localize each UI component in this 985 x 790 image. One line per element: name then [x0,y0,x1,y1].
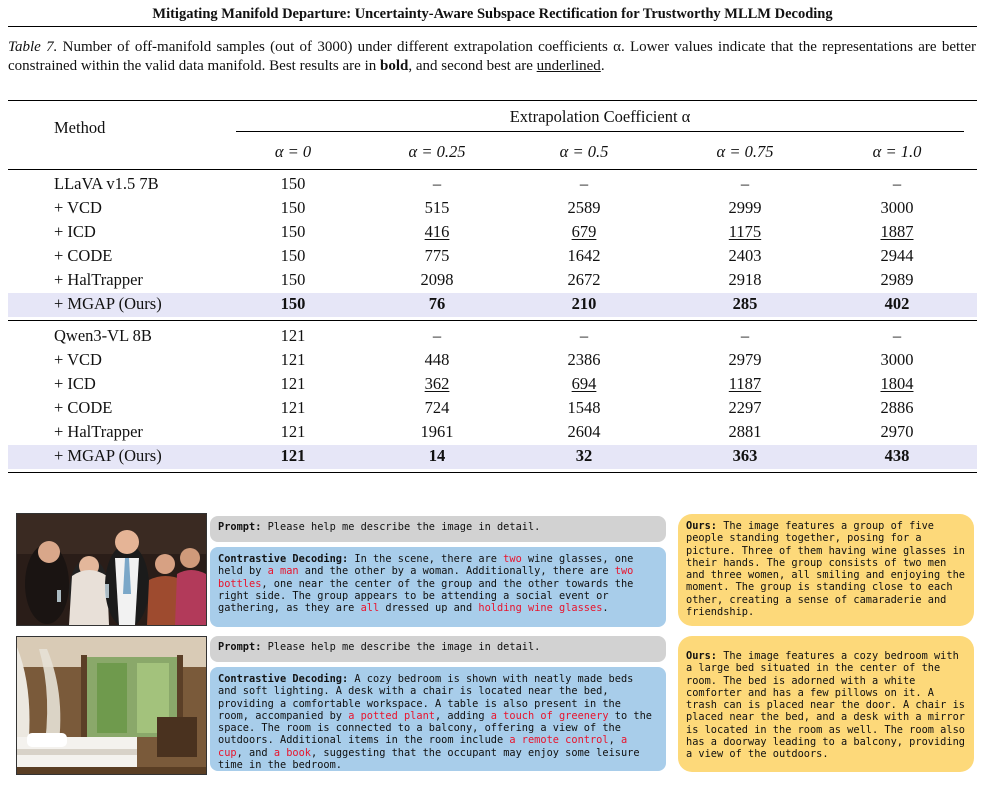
cd-text-segment: to the space. The room is connected to a balcony, offering a view of the outdoors. Additional items in the room include [218,709,652,747]
value-cell: – [740,174,750,193]
table-caption [8,38,976,76]
value-cell: 150 [280,222,306,241]
value-cell: 448 [424,350,450,369]
block-separator-rule [8,320,977,321]
value-cell: 2970 [880,422,914,441]
method-header: Method [54,118,106,137]
value-cell: 210 [571,294,597,313]
ours-text-1: The image features a group of five people standing together, posing for a picture. Three of them having wine glasses in their hands. The group consists of two men and three women, all smiling and enjoying the moment. The group is standing close to each other, creating a sense of camaraderie and friendship. [686,520,965,619]
value-cell: 416 [424,222,450,241]
column-header: α = 0.5 [559,142,609,161]
group-header: Extrapolation Coefficient α [509,107,691,126]
method-cell: LLaVA v1.5 7B [54,174,159,193]
cd-text-segment: wine glasses, one held by [218,553,634,578]
cd-box-2 [210,667,666,771]
cd-label-1: Contrastive Decoding: [218,553,349,565]
cd-box-1 [210,547,666,627]
method-cell: + MGAP (Ours) [54,294,162,313]
cd-text-segment: , and [236,746,274,759]
prompt-label-1: Prompt: [218,521,262,533]
group-header-rule [236,131,964,132]
value-cell: 363 [732,446,758,465]
value-cell: 2918 [728,270,762,289]
value-cell: 3000 [880,198,914,217]
value-cell: 2944 [880,246,914,265]
prompt-label-2: Prompt: [218,641,262,653]
cd-text-segment: In the scene, there are [348,553,504,565]
cd-text-segment: and the other by a woman. Additionally, there are [298,565,615,578]
header-bottom-rule [8,169,977,170]
cd-text-2 [218,673,652,771]
hallucinated-phrase: a potted plant [348,709,435,722]
value-cell: 2672 [567,270,601,289]
method-cell: + VCD [54,198,102,217]
cd-text-segment: , one near the center of the group and the other towards the right side. The group appears to be attending a social event or gathering, as they are [218,577,634,615]
header-rule [8,26,977,27]
value-cell: 2297 [728,398,762,417]
value-cell: 2589 [567,198,601,217]
value-cell: 150 [280,270,306,289]
ours-box-1 [678,514,974,626]
prompt-text-1: Please help me describe the image in detail. [267,521,541,533]
cd-label-2: Contrastive Decoding: [218,673,349,685]
hallucinated-phrase: a book [273,746,312,759]
ours-box-2 [678,636,974,772]
value-cell: 2403 [728,246,762,265]
value-cell: – [892,174,902,193]
value-cell: 76 [428,294,446,313]
value-cell: – [432,326,442,345]
value-cell: 438 [884,446,910,465]
bedroom-photo [16,636,207,775]
value-cell: 1187 [728,374,762,393]
value-cell: 150 [280,198,306,217]
hallucinated-phrase: holding wine glasses [478,602,603,615]
value-cell: 32 [575,446,593,465]
table-bottom-rule [8,472,977,473]
running-head: Mitigating Manifold Departure: Uncertainty-Aware Subspace Rectification for Trustworthy MLLM Decoding [152,6,833,22]
cd-text-segment: dressed up and [379,602,479,615]
value-cell: 121 [280,374,306,393]
value-cell: 1175 [728,222,762,241]
value-cell: 1887 [880,222,914,241]
value-cell: 2989 [880,270,914,289]
hallucinated-phrase: a man [267,565,299,578]
prompt-text-2: Please help me describe the image in detail. [267,641,541,653]
cd-text-segment: . [602,602,609,615]
value-cell: 121 [280,326,306,345]
caption-text-1: Number of off-manifold samples (out of 3000) under different extrapolation coefficients α. Lower values indicate that the representations are better constrained within the valid data manifold. Best results are in [8,39,977,74]
value-cell: 775 [424,246,450,265]
method-cell: Qwen3-VL 8B [54,326,152,345]
value-cell: 121 [280,350,306,369]
cd-text-segment: A cozy bedroom is shown with neatly made beds and soft lighting. A desk with a chair is located near the bed, providing a comfortable workspace. A table is also present in the room, accompanied by [218,673,634,722]
value-cell: 150 [280,174,306,193]
value-cell: 1548 [567,398,601,417]
cd-text-segment: , [608,734,621,747]
value-cell: 679 [571,222,597,241]
value-cell: 515 [424,198,450,217]
hallucinated-phrase: two bottles [218,565,634,590]
value-cell: – [432,174,442,193]
method-cell: + VCD [54,350,102,369]
method-cell: + ICD [54,374,96,393]
prompt-box-2 [210,636,666,662]
value-cell: 1804 [880,374,914,393]
method-cell: + MGAP (Ours) [54,446,162,465]
ours-text-2: The image features a cozy bedroom with a large bed situated in the center of the room. The bed is adorned with a white comforter and has a few pillows on it. A trash can is placed near the door. A chair is placed near the bed, and a desk with a mirror is located in the room as well. The room also has a doorway leading to a balcony, providing a view of the outdoors. [686,650,965,761]
cd-text-segment: , suggesting that the occupant may enjoy some leisure time in the bedroom. [218,746,640,772]
method-cell: + HalTrapper [54,270,143,289]
value-cell: 2999 [728,198,762,217]
value-cell: 402 [884,294,910,313]
value-cell: 2098 [420,270,454,289]
caption-underlined-word: underlined [536,58,601,74]
value-cell: 150 [280,294,306,313]
value-cell: 14 [428,446,446,465]
method-cell: + CODE [54,246,113,265]
hallucinated-phrase: a remote control [509,734,609,747]
ours-label-1: Ours: [686,520,717,532]
value-cell: – [892,326,902,345]
value-cell: 1961 [420,422,454,441]
hallucinated-phrase: all [360,602,380,615]
cd-text-segment: , adding [434,709,491,722]
column-header: α = 0.75 [716,142,774,161]
value-cell: – [579,174,589,193]
value-cell: 2979 [728,350,762,369]
value-cell: 121 [280,422,306,441]
value-cell: – [740,326,750,345]
value-cell: 150 [280,246,306,265]
method-cell: + HalTrapper [54,422,143,441]
value-cell: 362 [424,374,450,393]
column-header: α = 0.25 [408,142,466,161]
column-header: α = 0 [274,142,312,161]
hallucinated-phrase: two [503,553,522,565]
value-cell: 121 [280,398,306,417]
value-cell: – [579,326,589,345]
value-cell: 1642 [567,246,601,265]
prompt-box-1 [210,516,666,542]
value-cell: 121 [280,446,306,465]
value-cell: 2604 [567,422,601,441]
value-cell: 285 [732,294,758,313]
hallucinated-phrase: a touch of greenery [490,709,609,722]
value-cell: 2386 [567,350,601,369]
caption-text-3: . [600,58,605,74]
value-cell: 3000 [880,350,914,369]
column-header: α = 1.0 [872,142,922,161]
ours-label-2: Ours: [686,650,717,662]
caption-bold-word: bold [380,58,409,74]
method-cell: + CODE [54,398,113,417]
caption-label: Table 7. [8,39,58,55]
party-photo [16,513,207,626]
hallucinated-phrase: a cup [218,734,628,759]
value-cell: 724 [424,398,450,417]
value-cell: 694 [571,374,597,393]
value-cell: 2886 [880,398,914,417]
caption-text-2: , and second best are [408,58,537,74]
value-cell: 2881 [728,422,762,441]
method-cell: + ICD [54,222,96,241]
table-top-rule [8,100,977,101]
